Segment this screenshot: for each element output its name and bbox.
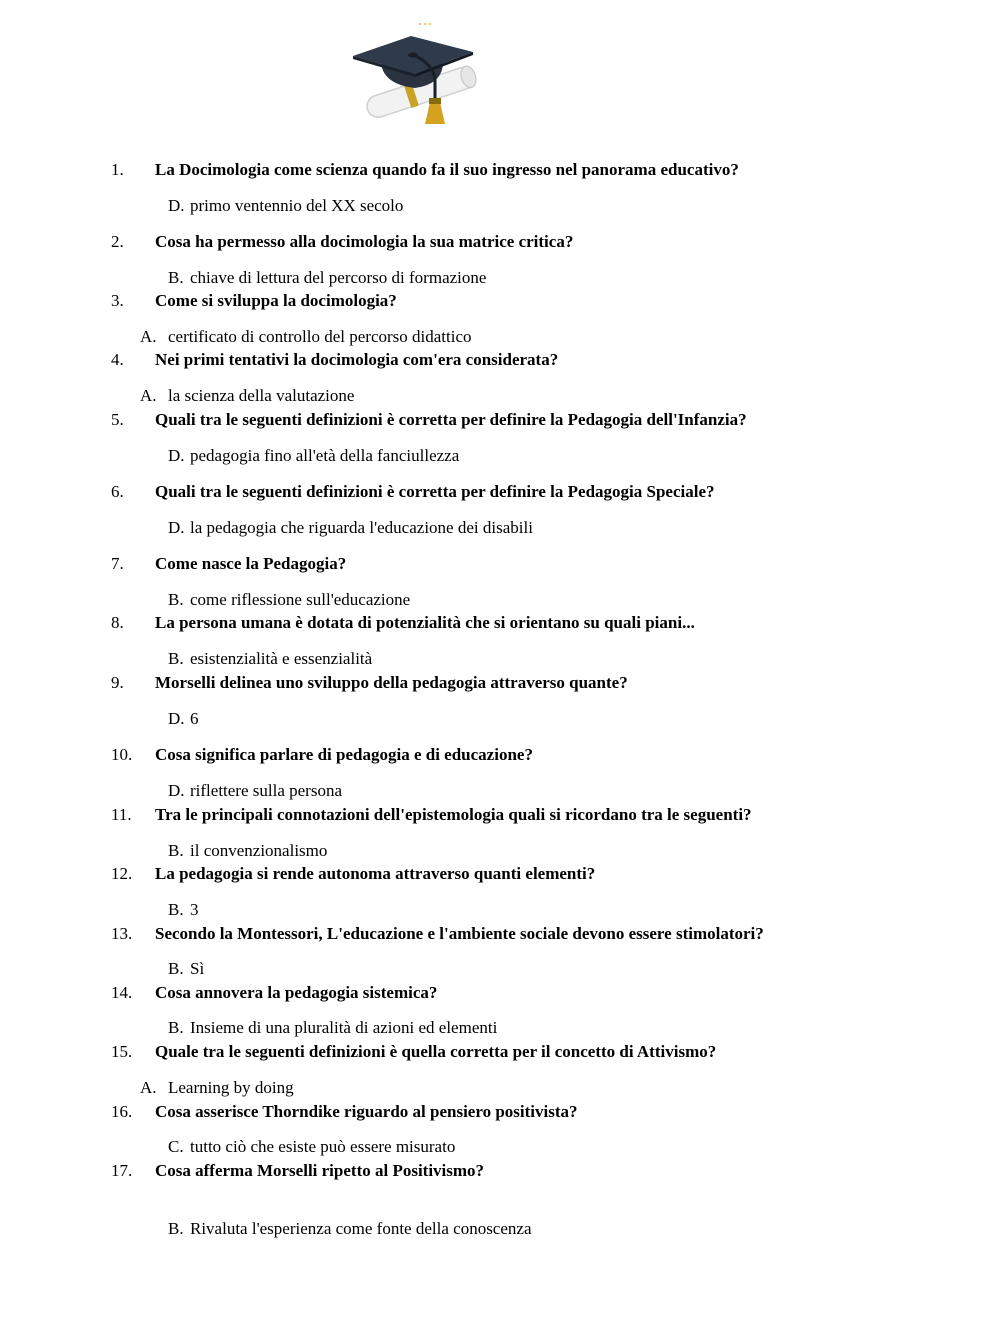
question-number: 13. — [111, 924, 133, 943]
answer-letter: A. — [140, 327, 157, 346]
question-number: 2. — [111, 232, 124, 251]
answer-text: Sì — [190, 959, 205, 978]
question-number: 8. — [111, 613, 124, 632]
question-text: Quali tra le seguenti definizioni è corretta per definire la Pedagogia Speciale? — [155, 482, 715, 501]
question-number: 9. — [111, 673, 124, 692]
answer-letter: D. — [168, 709, 185, 728]
answer-text: il convenzionalismo — [190, 841, 328, 860]
answer-text: esistenzialità e essenzialità — [190, 649, 373, 668]
question-number: 16. — [111, 1102, 133, 1121]
answer-text: pedagogia fino all'età della fanciullezza — [190, 446, 460, 465]
answer-letter: B. — [168, 959, 184, 978]
question-text: Quali tra le seguenti definizioni è corretta per definire la Pedagogia dell'Infanzia? — [155, 410, 747, 429]
answer-letter: D. — [168, 446, 185, 465]
answer-text: Rivaluta l'esperienza come fonte della conoscenza — [190, 1219, 532, 1238]
answer-letter: B. — [168, 649, 184, 668]
question-number: 5. — [111, 410, 124, 429]
question-text: La Docimologia come scienza quando fa il suo ingresso nel panorama educativo? — [155, 160, 739, 179]
answer-letter: B. — [168, 900, 184, 919]
question-number: 3. — [111, 291, 124, 310]
answer-letter: C. — [168, 1137, 184, 1156]
question-text: Nei primi tentativi la docimologia com'era considerata? — [155, 350, 559, 369]
question-number: 11. — [111, 805, 132, 824]
question-text: Come si sviluppa la docimologia? — [155, 291, 397, 310]
question-number: 14. — [111, 983, 133, 1002]
answer-letter: B. — [168, 841, 184, 860]
question-number: 15. — [111, 1042, 133, 1061]
question-text: Secondo la Montessori, L'educazione e l'ambiente sociale devono essere stimolatori? — [155, 924, 764, 943]
answer-text: 3 — [190, 900, 199, 919]
answer-letter: A. — [140, 386, 157, 405]
answer-letter: B. — [168, 1219, 184, 1238]
answer-text: come riflessione sull'educazione — [190, 590, 411, 609]
question-text: La pedagogia si rende autonoma attraverso quanti elementi? — [155, 864, 596, 883]
question-text: Cosa asserisce Thorndike riguardo al pensiero positivista? — [155, 1102, 578, 1121]
answer-text: 6 — [190, 709, 199, 728]
answer-text: chiave di lettura del percorso di formazione — [190, 268, 487, 287]
question-text: Cosa ha permesso alla docimologia la sua matrice critica? — [155, 232, 574, 251]
question-number: 6. — [111, 482, 124, 501]
answer-letter: B. — [168, 1018, 184, 1037]
question-text: Cosa afferma Morselli ripetto al Positivismo? — [155, 1161, 485, 1180]
question-number: 7. — [111, 554, 124, 573]
answer-text: riflettere sulla persona — [190, 781, 342, 800]
question-number: 12. — [111, 864, 133, 883]
question-text: Morselli delinea uno sviluppo della pedagogia attraverso quante? — [155, 673, 628, 692]
answer-text: Insieme di una pluralità di azioni ed elementi — [190, 1018, 498, 1037]
answer-text: certificato di controllo del percorso didattico — [168, 327, 472, 346]
answer-text: la scienza della valutazione — [168, 386, 355, 405]
question-number: 17. — [111, 1161, 133, 1180]
question-text: Come nasce la Pedagogia? — [155, 554, 347, 573]
question-text: La persona umana è dotata di potenzialità che si orientano su quali piani... — [155, 613, 695, 632]
answer-letter: B. — [168, 268, 184, 287]
answer-letter: D. — [168, 518, 185, 537]
question-text: Tra le principali connotazioni dell'epistemologia quali si ricordano tra le seguenti? — [155, 805, 752, 824]
question-text: Cosa significa parlare di pedagogia e di educazione? — [155, 745, 533, 764]
answer-text: tutto ciò che esiste può essere misurato — [190, 1137, 456, 1156]
question-number: 10. — [111, 745, 133, 764]
question-text: Cosa annovera la pedagogia sistemica? — [155, 983, 438, 1002]
answer-letter: A. — [140, 1078, 157, 1097]
answer-text: la pedagogia che riguarda l'educazione dei disabili — [190, 518, 533, 537]
question-number: 1. — [111, 160, 124, 179]
answer-text: Learning by doing — [168, 1078, 294, 1097]
answer-letter: D. — [168, 196, 185, 215]
answer-text: primo ventennio del XX secolo — [190, 196, 404, 215]
answer-letter: D. — [168, 781, 185, 800]
answer-letter: B. — [168, 590, 184, 609]
question-number: 4. — [111, 350, 124, 369]
question-text: Quale tra le seguenti definizioni è quella corretta per il concetto di Attivismo? — [155, 1042, 717, 1061]
graduation-cap-diploma-icon — [345, 22, 485, 130]
